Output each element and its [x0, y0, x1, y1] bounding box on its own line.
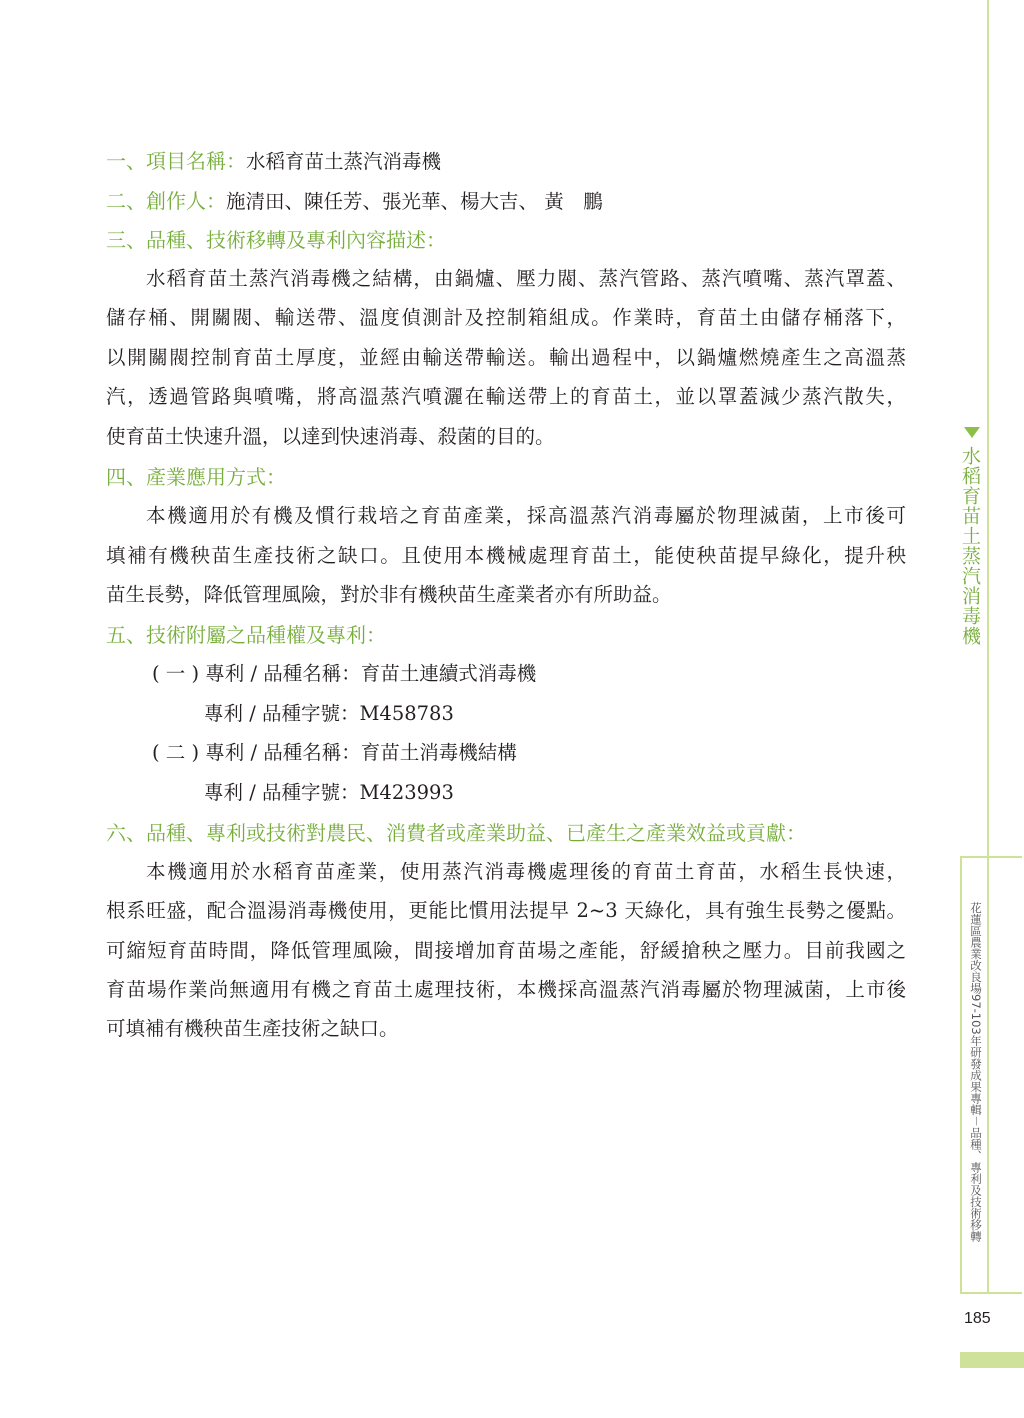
section-heading: 四、產業應用方式： — [106, 465, 286, 489]
book-title: 花蓮區農業改良場97-103年研發成果專輯－品種、專利及技術移轉 — [969, 902, 983, 1242]
creators-line — [106, 188, 906, 215]
paragraph-line: 以開關閥控制育苗土厚度，並經由輸送帶輸送。輸出過程中，以鍋爐燃燒產生之高溫蒸 — [106, 346, 906, 369]
paragraph-line: 苗生長勢，降低管理風險，對於非有機秧苗生產業者亦有所助益。 — [106, 583, 672, 606]
page-number: 185 — [964, 1310, 991, 1327]
paragraph-line: 本機適用於有機及慣行栽培之育苗產業，採高溫蒸汽消毒屬於物理滅菌，上市後可 — [146, 504, 906, 527]
item-name: 水稻育苗土蒸汽消毒機 — [246, 150, 442, 173]
paragraph-line: 本機適用於水稻育苗產業，使用蒸汽消毒機處理後的育苗土育苗，水稻生長快速， — [146, 860, 906, 883]
paragraph-line: 育苗場作業尚無適用有機之育苗土處理技術，本機採高溫蒸汽消毒屬於物理滅菌，上市後 — [106, 978, 906, 1001]
sidebar-divider — [987, 0, 989, 858]
paragraph-line: 可填補有機秧苗生產技術之缺口。 — [106, 1017, 399, 1040]
section-heading: 二、創作人： — [106, 189, 226, 213]
sidebar-divider — [987, 856, 989, 1294]
paragraph-line: 可縮短育苗時間，降低管理風險，間接增加育苗場之產能，舒緩搶秧之壓力。目前我國之 — [106, 939, 906, 962]
accent-bar — [960, 1352, 1024, 1368]
section-heading: 一、項目名稱： — [106, 149, 246, 173]
patent-name: ( 一 ) 專利 / 品種名稱：育苗土連續式消毒機 — [152, 662, 537, 685]
paragraph-line: 儲存桶、開關閥、輸送帶、溫度偵測計及控制箱組成。作業時，育苗土由儲存桶落下， — [106, 306, 906, 329]
patent-name: ( 二 ) 專利 / 品種名稱：育苗土消毒機結構 — [152, 741, 517, 764]
patent-number: 專利 / 品種字號：M423993 — [204, 781, 454, 804]
paragraph-line: 使育苗土快速升溫，以達到快速消毒、殺菌的目的。 — [106, 425, 555, 448]
paragraph-line: 填補有機秧苗生產技術之缺口。且使用本機械處理育苗土，能使秧苗提早綠化，提升秧 — [106, 544, 906, 567]
item-name-line — [106, 148, 906, 175]
paragraph-line: 水稻育苗土蒸汽消毒機之結構，由鍋爐、壓力閥、蒸汽管路、蒸汽噴嘴、蒸汽罩蓋、 — [146, 267, 906, 290]
section-heading: 三、品種、技術移轉及專利內容描述： — [106, 228, 446, 252]
patent-number: 專利 / 品種字號：M458783 — [204, 702, 454, 725]
paragraph-line: 汽，透過管路與噴嘴，將高溫蒸汽噴灑在輸送帶上的育苗土，並以罩蓋減少蒸汽散失， — [106, 385, 906, 408]
section-heading: 六、品種、專利或技術對農民、消費者或產業助益、已產生之產業效益或貢獻： — [106, 821, 806, 845]
chapter-title: 水稻育苗土蒸汽消毒機 — [959, 446, 981, 646]
paragraph-line: 根系旺盛，配合溫湯消毒機使用，更能比慣用法提早 2~3 天綠化，具有強生長勢之優點。 — [106, 899, 906, 922]
triangle-marker-icon — [964, 427, 980, 438]
creators: 施清田、陳任芳、張光華、楊大吉、 黃 鵬 — [226, 190, 603, 213]
section-heading: 五、技術附屬之品種權及專利： — [106, 623, 386, 647]
